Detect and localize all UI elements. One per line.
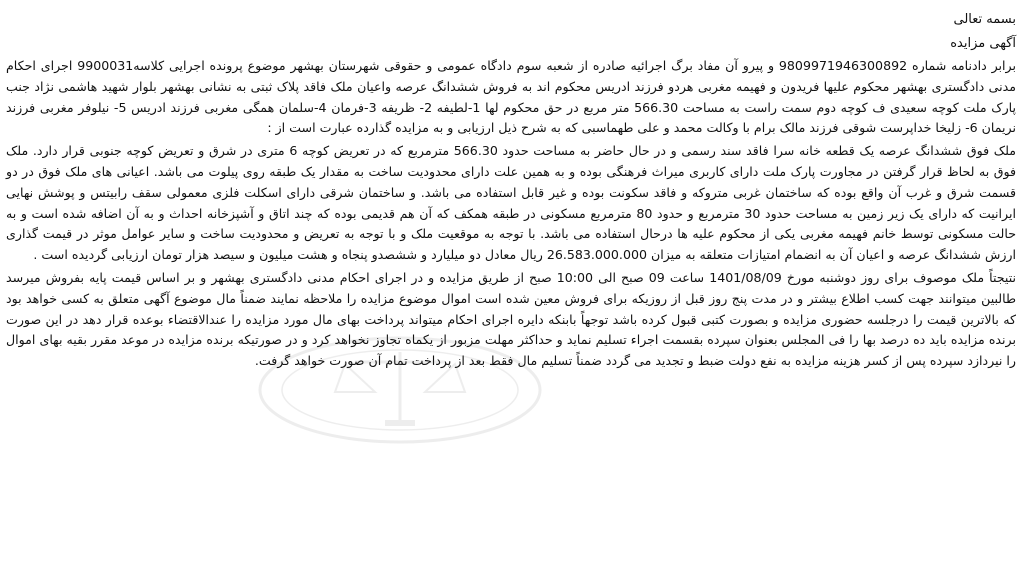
bismillah-heading: بسمه تعالی	[953, 12, 1016, 27]
auction-terms-paragraph: نتیجتاً ملک موصوف برای روز دوشنبه مورخ 1401/08/09 ساعت 09 صبح الی 10:00 صبح از طریق مزایده و در اجرای احکام مدنی دادگستری بهشهر و بر اساس قیمت پایه بفروش میرسد طالبین میتوانند جهت کسب اطلاع بیشتر و در مدت پنج روز قبل از روزیکه برای فروش معین شده است اموال موضوع مزایده را ملاحظه نمایند ضمناً مال موضوع آگهی متعلق به کسی خواهد بود که بالاترین قیمت را درجلسه حضوری مزایده و بصورت کتبی قبول کرده باشد توجهاً بابنکه دایره اجرای احکام میتواند پرداخت بهای مال مورد مزایده را عندالاقتضاء بوعده قرار دهد در این صورت برنده مزایده باید ده درصد بها را فی المجلس بعنوان سپرده بقسمت اجراء تسلیم نماید و حداکثر مهلت مزبور از یکماه تجاوز نخواهد کرد و در صورتیکه برنده مزایده در موعد مقرر بقیه بهای اموال را نیردازد سپرده پس از کسر هزینه مزایده به نفع دولت ضبط و تجدید می گردد ضمناً تسلیم مال فقط بعد از پرداخت تمام آن صورت خواهد گرفت.	[6, 269, 1017, 369]
verdict-paragraph: برابر دادنامه شماره 9809971946300892 و پیرو آن مفاد برگ اجرائیه صادره از شعبه سوم دادگاه عمومی و حقوقی شهرستان بهشهر موضوع پرونده اجرایی کلاسه9900031 اجرای احکام مدنی دادگستری بهشهر محکوم علیها فریدون و فهیمه مغربی هردو فرزند ادریس محکوم اند به فروش ششدانگ عرصه واعیان ملک فاقد پلاک ثبتی به نشانی بهشهر بلوار شهید هاشمی نژاد جنب پارک ملت کوچه سعیدی ف کوچه دوم سمت راست به مساحت 566.30 متر مربع در حق محکوم لها 1-لطیفه 2- ظریفه 3-فرمان 4-سلمان همگی مغربی فرزند ادریس 5- نیلوفر مغربی فرزند نریمان 6- زلیخا خداپرست شوقی فرزند مالک برام با وکالت محمد و علی طهماسبی که به شرح ذیل ارزیابی و به مزایده گذارده عبارت است از :	[6, 58, 1017, 136]
property-description-paragraph: ملک فوق ششدانگ عرصه یک قطعه خانه سرا فاقد سند رسمی و در حال حاضر به مساحت حدود 566.30 مترمربع که در تعریض کوچه 6 متری در شرق و تعریض کوچه جنوبی قرار دارد. ملک فوق به لحاظ قرار گرفتن در مجاورت پارک ملت دارای کاربری میراث فرهنگی بوده و به همین علت دارای محدودیت ساخت به مقدار یک طبقه روی پیلوت می باشد. اعیانی های ملک فوق در دو قسمت شرق و غرب آن واقع بوده که ساختمان غربی متروکه و فاقد سکونت بوده و غیر قابل استفاده می باشد. و ساختمان شرقی دارای اسکلت فلزی معمولی سقف رابیتس و پوشش نهایی ایرانیت که دارای یک زیر زمین به مساحت حدود 30 مترمربع و حدود 80 مترمربع مسکونی در طبقه همکف که آن هم قدیمی بوده که چند اتاق و آشپزخانه احداث و به آن اضافه شده است و به حالت مسکونی توسط خانم فهیمه مغربی یکی از محکوم علیه ها درحال استفاده می باشد. با توجه به موقعیت ملک و با توجه به تعریض و محدودیت ساخت و سایر عوامل موثر در قیمت گذاری ارزش ششدانگ عرصه و اعیان آن به انضمام امتیازات متعلقه به میزان 26.583.000.000 ریال معادل دو میلیارد و ششصدو پنجاه و هشت میلیون و سیصد هزار تومان ارزیابی گردیده است .	[6, 143, 1016, 263]
notice-title: آگهی مزایده	[950, 36, 1016, 51]
